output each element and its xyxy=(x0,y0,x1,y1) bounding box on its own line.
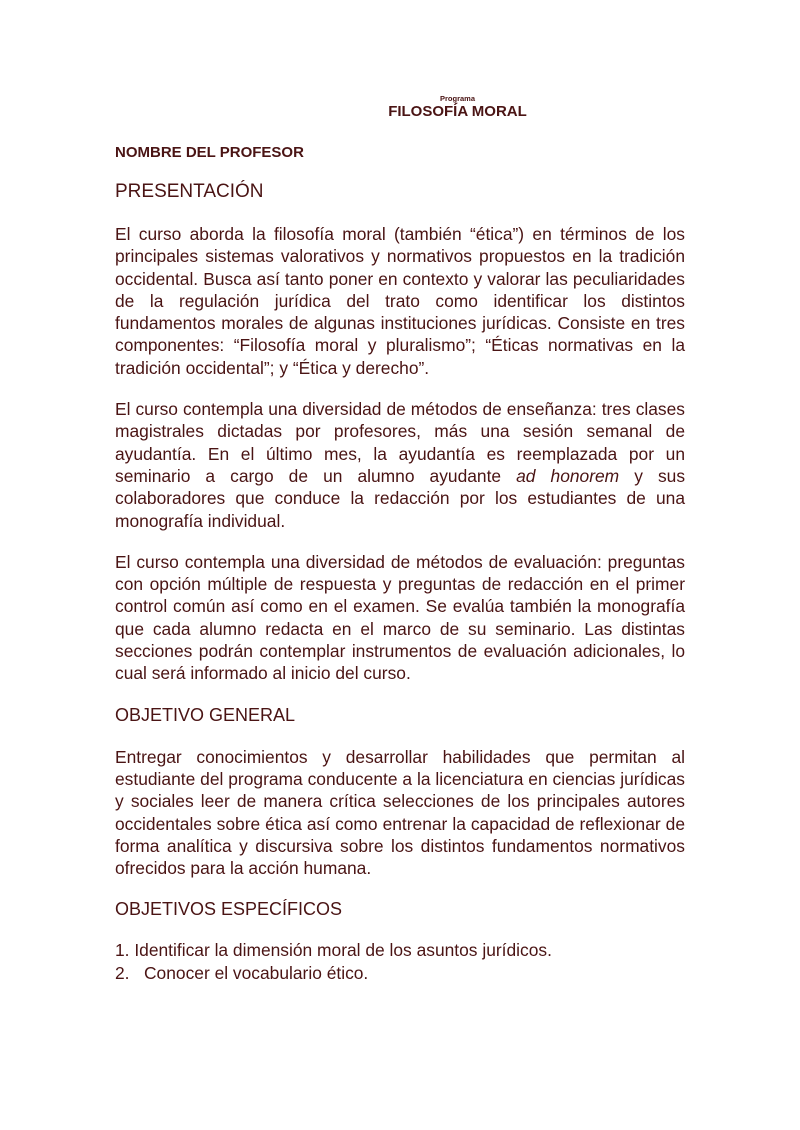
document-page xyxy=(115,94,685,984)
general-objective-paragraph: Entregar conocimientos y desarrollar habilidades que permitan al estudiante del programa conducente a la licenciatura en ciencias jurídicas y sociales leer de manera crítica selecciones de los principales autores occidentales sobre ética así como entrenar la capacidad de reflexionar de forma analítica y discursiva sobre los distintos fundamentos normativos ofrecidos para la acción humana. xyxy=(115,746,685,879)
list-item: 2. Conocer el vocabulario ético. xyxy=(115,962,369,983)
paragraph-text: El curso contempla una diversidad de métodos de enseñanza: tres clases magistrales dictadas por profesores, más una sesión semanal de ayudantía. En el último mes, la ayudantía es reemplazada por un seminario a cargo de un alumno ayudante xyxy=(115,399,685,486)
presentation-paragraph-1: El curso aborda la filosofía moral (también “ética”) en términos de los principales sistemas valorativos y normativos propuestos en la tradición occidental. Busca así tanto poner en contexto y valorar las peculiaridades de la regulación jurídica del trato como identificar los distintos fundamentos morales de algunas instituciones jurídicas. Consiste en tres componentes: “Filosofía moral y pluralismo”; “Éticas normativas en la tradición occidental”; y “Ética y derecho”. xyxy=(115,224,685,378)
presentation-heading: PRESENTACIÓN xyxy=(115,181,264,202)
list-item: 1. Identificar la dimensión moral de los asuntos jurídicos. xyxy=(115,940,552,961)
presentation-paragraph-3: El curso contempla una diversidad de métodos de evaluación: preguntas con opción múltiple de respuesta y preguntas de redacción en el primer control común así como en el examen. Se evalúa también la monografía que cada alumno redacta en el marco de su seminario. Las distintas secciones podrán contemplar instrumentos de evaluación adicionales, lo cual será informado al inicio del curso. xyxy=(115,551,685,684)
paragraph-text: y sus colaboradores que conduce la redacción por los estudiantes de una monografía individual. xyxy=(115,465,686,531)
italic-phrase: ad honorem xyxy=(516,465,620,486)
program-label: Programa xyxy=(439,94,475,103)
professor-name-label: NOMBRE DEL PROFESOR xyxy=(115,144,304,161)
specific-objectives-list xyxy=(115,939,685,984)
specific-objectives-heading: OBJETIVOS ESPECÍFICOS xyxy=(115,899,343,920)
presentation-paragraph-2 xyxy=(115,398,685,532)
page-title: FILOSOFÍA MORAL xyxy=(388,103,527,120)
general-objective-heading: OBJETIVO GENERAL xyxy=(115,704,296,725)
